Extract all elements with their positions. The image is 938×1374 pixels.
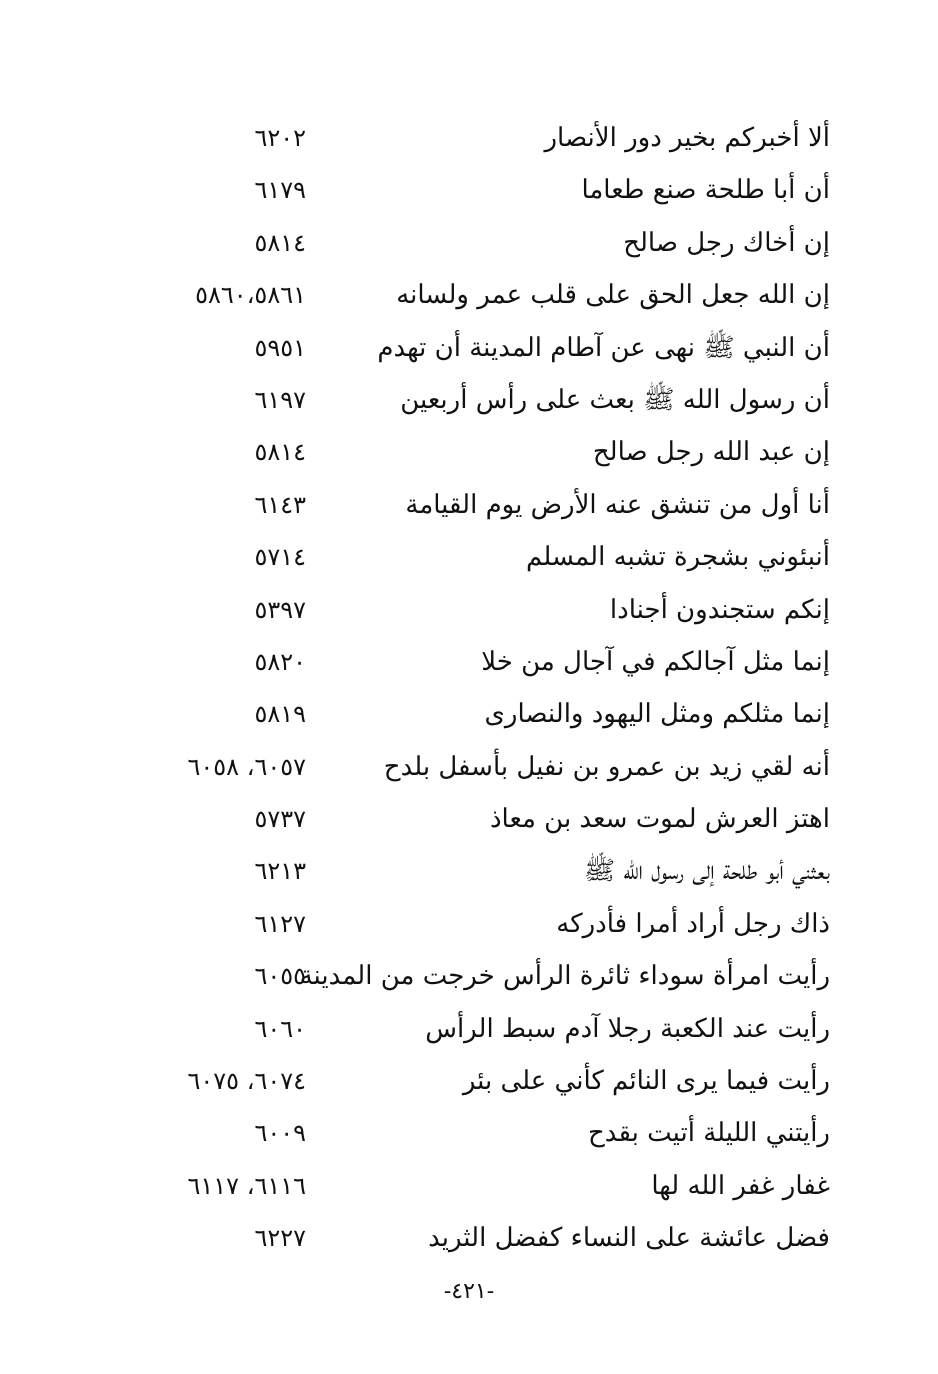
hadith-reference-numbers: ٦١٢٧ [254,909,306,938]
hadith-reference-numbers: ٥٧١٤ [254,543,306,572]
hadith-phrase: غفار غفر الله لها [651,1170,830,1201]
index-row [0,847,938,899]
hadith-phrase: أن النبي ﷺ نهى عن آطام المدينة أن تهدم [377,332,830,363]
hadith-phrase: إن عبد الله رجل صالح [592,437,830,468]
hadith-phrase: إنما مثلكم ومثل اليهود والنصارى [484,699,830,730]
hadith-reference-numbers: ٥٨١٤ [254,438,306,467]
hadith-reference-numbers: ٦١٧٩ [254,176,306,205]
hadith-phrase: أنبئوني بشجرة تشبه المسلم [526,542,830,573]
hadith-phrase: اهتز العرش لموت سعد بن معاذ [489,804,830,835]
index-row [0,1005,938,1057]
hadith-phrase: إنكم ستجندون أجنادا [609,594,830,625]
hadith-phrase: رأيت عند الكعبة رجلا آدم سبط الرأس [425,1013,830,1044]
hadith-phrase: إن الله جعل الحق على قلب عمر ولسانه [396,280,830,311]
hadith-reference-numbers: ٥٧٣٧ [254,805,306,834]
index-row [0,533,938,585]
hadith-phrase: ألا أخبركم بخير دور الأنصار [544,123,830,153]
hadith-phrase: فضل عائشة على النساء كفضل الثريد [428,1223,830,1254]
hadith-index-list [0,114,938,1267]
page-number: -٤٢١- [443,1279,495,1304]
index-row [0,586,938,638]
hadith-reference-numbers: ٦٠٦٠ [254,1014,306,1043]
index-row [0,481,938,533]
hadith-reference-numbers: ٦٢٠٢ [254,124,306,152]
hadith-phrase: بعثني أبو طلحة إلى رسول الله ﷺ [583,856,830,887]
index-row [0,690,938,742]
index-row [0,1057,938,1109]
index-row [0,900,938,952]
hadith-phrase: إن أخاك رجل صالح [623,227,830,258]
hadith-reference-numbers: ٥٨١٩ [254,700,306,729]
index-row [0,795,938,847]
hadith-reference-numbers: ٦٠٥٥ [254,962,306,991]
hadith-phrase: أن رسول الله ﷺ بعث على رأس أربعين [400,384,830,415]
index-row [0,324,938,376]
index-row [0,114,938,166]
index-row [0,1109,938,1161]
hadith-reference-numbers: ٥٨٢٠ [254,647,306,676]
hadith-reference-numbers: ٦٢١٣ [254,857,306,886]
index-row [0,638,938,690]
hadith-phrase: رأيتني الليلة أتيت بقدح [588,1118,830,1149]
index-row [0,1214,938,1266]
hadith-phrase: أنه لقي زيد بن عمرو بن نفيل بأسفل بلدح [383,751,830,782]
hadith-phrase: رأيت امرأة سوداء ثائرة الرأس خرجت من المدينة [299,961,830,992]
hadith-reference-numbers: ٦٠٥٧، ٦٠٥٨ [187,752,306,781]
index-row [0,952,938,1004]
hadith-reference-numbers: ٥٩٥١ [254,333,306,362]
index-row [0,166,938,218]
hadith-phrase: أن أبا طلحة صنع طعاما [581,175,830,206]
hadith-phrase: إنما مثل آجالكم في آجال من خلا [481,646,830,677]
hadith-reference-numbers: ٥٨٦٠،٥٨٦١ [195,281,306,310]
hadith-reference-numbers: ٦٢٢٧ [254,1224,306,1253]
hadith-reference-numbers: ٦١١٦، ٦١١٧ [187,1171,306,1200]
index-row [0,1162,938,1214]
index-row [0,428,938,480]
index-row [0,219,938,271]
hadith-phrase: أنا أول من تنشق عنه الأرض يوم القيامة [405,489,830,520]
hadith-reference-numbers: ٥٨١٤ [254,228,306,257]
hadith-phrase: رأيت فيما يرى النائم كأني على بئر [462,1066,830,1097]
index-row [0,376,938,428]
hadith-reference-numbers: ٥٣٩٧ [254,595,306,624]
hadith-reference-numbers: ٦١٩٧ [254,385,306,414]
hadith-reference-numbers: ٦١٤٣ [254,490,306,519]
hadith-reference-numbers: ٦٠٠٩ [254,1119,306,1148]
index-row [0,271,938,323]
hadith-phrase: ذاك رجل أراد أمرا فأدركه [556,908,830,939]
hadith-reference-numbers: ٦٠٧٤، ٦٠٧٥ [187,1067,306,1096]
index-row [0,743,938,795]
